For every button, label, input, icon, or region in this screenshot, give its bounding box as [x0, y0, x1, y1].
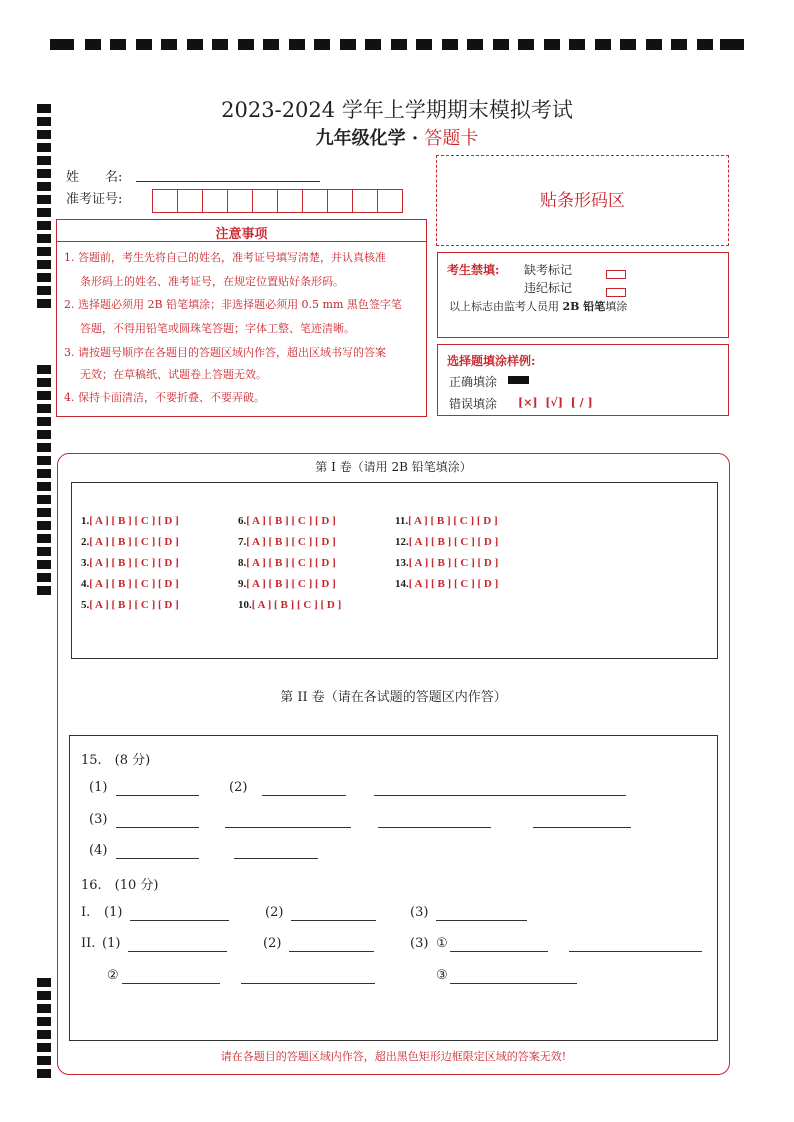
sample-wrong-marks: [×] [√] [ / ] [518, 396, 593, 409]
forbidden-note-a: 以上标志由监考人员用 [449, 300, 563, 313]
forbidden-note-b: 2B 铅笔 [562, 300, 606, 313]
q16-I-2-blank[interactable] [291, 920, 376, 921]
subtitle-red: 答题卡 [424, 128, 479, 149]
q15-3-blank-b[interactable] [225, 827, 351, 828]
id-label: 准考证号: [66, 192, 123, 207]
part1-box [71, 482, 718, 659]
mc-q14[interactable]: 14.[ A ] [ B ] [ C ] [ D ] [395, 578, 499, 590]
q15-2-label: (2) [229, 780, 248, 795]
mc-q3[interactable]: 3.[ A ] [ B ] [ C ] [ D ] [81, 557, 179, 569]
violation-label: 违纪标记 [524, 281, 573, 295]
q16-II-3-c1: ① [436, 936, 448, 951]
q15-3-blank-c[interactable] [378, 827, 491, 828]
notice-line-7: 4. 保持卡面清洁，不要折叠、不要弄破。 [64, 391, 265, 404]
mc-q1[interactable]: 1.[ A ] [ B ] [ C ] [ D ] [81, 515, 179, 527]
q16-II-2-label: (2) [263, 936, 282, 951]
footer-warning: 请在各题目的答题区域内作答，超出黑色矩形边框限定区域的答案无效! [220, 1050, 567, 1063]
q16-II-1-label: (1) [102, 936, 121, 951]
notice-line-2: 条形码上的姓名、准考证号，在规定位置贴好条形码。 [80, 275, 344, 288]
sample-wrong-label: 错误填涂 [449, 397, 498, 411]
q15-1-blank[interactable] [116, 795, 199, 796]
absent-label: 缺考标记 [524, 263, 573, 277]
q16-II-1-blank[interactable] [128, 951, 227, 952]
mc-q5[interactable]: 5.[ A ] [ B ] [ C ] [ D ] [81, 599, 179, 611]
q15-2-blank-b[interactable] [374, 795, 626, 796]
id-boxes[interactable] [152, 189, 402, 213]
q16-II-3-c3: ③ [436, 968, 448, 983]
q16-II-3-label: (3) [410, 936, 429, 951]
sample-correct-label: 正确填涂 [449, 375, 498, 389]
sample-correct-mark [508, 376, 529, 384]
q16-I-2-label: (2) [265, 905, 284, 920]
q16-II-3-c2: ② [107, 968, 119, 983]
q15-3-blank-d[interactable] [533, 827, 631, 828]
mc-q2[interactable]: 2.[ A ] [ B ] [ C ] [ D ] [81, 536, 179, 548]
q16-II-3-c2-blank-b[interactable] [241, 983, 375, 984]
q15-4-label: (4) [89, 843, 108, 858]
subtitle-main: 九年级化学 · [315, 128, 425, 149]
mc-q4[interactable]: 4.[ A ] [ B ] [ C ] [ D ] [81, 578, 179, 590]
mc-q11[interactable]: 11.[ A ] [ B ] [ C ] [ D ] [395, 515, 498, 527]
q16-II-2-blank[interactable] [289, 951, 374, 952]
mc-q8[interactable]: 8.[ A ] [ B ] [ C ] [ D ] [238, 557, 336, 569]
q16-I-1-blank[interactable] [130, 920, 229, 921]
notice-line-1: 1. 答题前，考生先将自己的姓名，准考证号填写清楚，并认真核准 [64, 251, 386, 264]
notice-line-6: 无效；在草稿纸、试题卷上答题无效。 [80, 368, 267, 381]
notice-title: 注意事项 [215, 227, 268, 242]
notice-line-3: 2. 选择题必须用 2B 铅笔填涂；非选择题必须用 0.5 mm 黑色签字笔 [64, 298, 402, 311]
mc-q6[interactable]: 6.[ A ] [ B ] [ C ] [ D ] [238, 515, 336, 527]
forbidden-title: 考生禁填: [447, 263, 500, 277]
mc-q10[interactable]: 10.[ A ] [ B ] [ C ] [ D ] [238, 599, 342, 611]
notice-line-5: 3. 请按题号顺序在各题目的答题区域内作答，超出区域书写的答案 [64, 346, 386, 359]
q16-II-label: II. [81, 936, 96, 951]
forbidden-note-c: 填涂 [605, 300, 628, 313]
q16-title: 16. (10 分) [81, 878, 159, 893]
q16-II-3-c1-blank[interactable] [450, 951, 548, 952]
q16-I-3-label: (3) [410, 905, 429, 920]
absent-mark-box[interactable] [606, 264, 626, 283]
q15-4-blank-b[interactable] [234, 858, 318, 859]
name-field[interactable] [136, 181, 320, 182]
q16-I-label: I. [81, 905, 91, 920]
mc-q13[interactable]: 13.[ A ] [ B ] [ C ] [ D ] [395, 557, 499, 569]
mc-q12[interactable]: 12.[ A ] [ B ] [ C ] [ D ] [395, 536, 499, 548]
q15-3-blank-a[interactable] [116, 827, 199, 828]
exam-subtitle [0, 124, 794, 150]
part2-box [69, 735, 718, 1041]
exam-title: 2023-2024 学年上学期期末模拟考试 [221, 98, 573, 122]
q16-II-3-c2-blank-a[interactable] [122, 983, 220, 984]
part2-title: 第 II 卷（请在各试题的答题区内作答） [280, 690, 507, 705]
q15-1-label: (1) [89, 780, 108, 795]
barcode-label: 贴条形码区 [540, 191, 625, 211]
q15-3-label: (3) [89, 812, 108, 827]
q15-title: 15. (8 分) [81, 753, 151, 768]
name-label: 姓 名: [66, 170, 123, 185]
part1-title: 第 I 卷（请用 2B 铅笔填涂） [315, 460, 472, 474]
sample-title: 选择题填涂样例: [447, 354, 536, 368]
q15-4-blank-a[interactable] [116, 858, 199, 859]
q16-II-3-c3-blank[interactable] [450, 983, 577, 984]
mc-q7[interactable]: 7.[ A ] [ B ] [ C ] [ D ] [238, 536, 336, 548]
q16-I-1-label: (1) [104, 905, 123, 920]
q16-II-3-c1-blank-b[interactable] [569, 951, 702, 952]
notice-line-4: 答题，不得用铅笔或圆珠笔答题；字体工整、笔迹清晰。 [80, 322, 355, 335]
q15-2-blank-a[interactable] [262, 795, 346, 796]
q16-I-3-blank[interactable] [436, 920, 527, 921]
forbidden-note [449, 298, 627, 314]
mc-q9[interactable]: 9.[ A ] [ B ] [ C ] [ D ] [238, 578, 336, 590]
